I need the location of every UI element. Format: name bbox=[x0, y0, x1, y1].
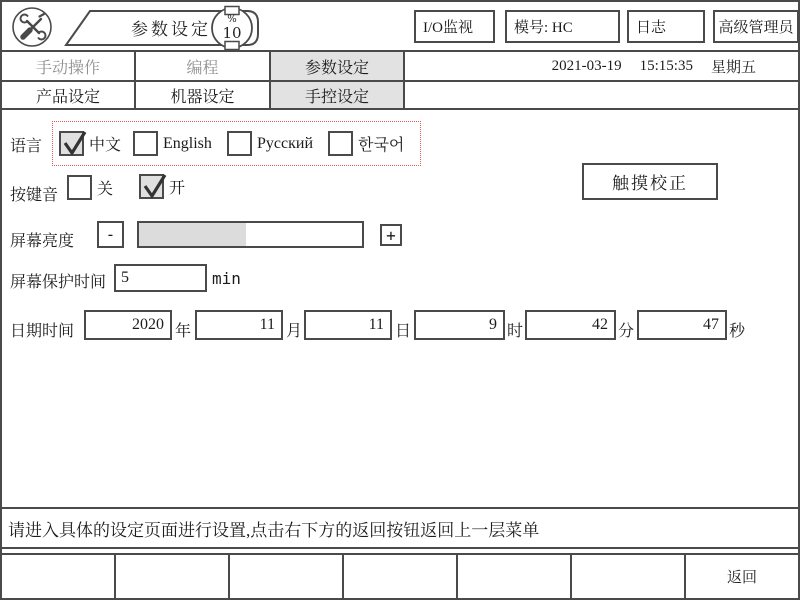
user-role-button[interactable]: 高级管理员 bbox=[713, 10, 799, 43]
footer-cell-5 bbox=[458, 555, 572, 598]
english-option-label: English bbox=[163, 134, 212, 152]
return-button[interactable]: 返回 bbox=[726, 570, 757, 586]
korean-checkbox[interactable] bbox=[328, 131, 353, 156]
datetime-status bbox=[405, 52, 798, 80]
key-sound-off-label: 关 bbox=[97, 181, 114, 198]
year-unit-label: 年 bbox=[175, 323, 192, 340]
key-sound-on-label: 开 bbox=[169, 180, 186, 197]
gauge-value-glyph: 10 bbox=[222, 24, 242, 42]
header-bar bbox=[2, 2, 798, 52]
russian-option-label: Русский bbox=[257, 134, 313, 152]
english-checkbox[interactable] bbox=[133, 131, 158, 156]
log-button[interactable]: 日志 bbox=[627, 10, 705, 43]
month-unit-label: 月 bbox=[286, 323, 303, 340]
hour-input[interactable]: 9 bbox=[414, 310, 505, 340]
key-sound-on-option[interactable] bbox=[139, 173, 185, 200]
second-unit-label: 秒 bbox=[729, 323, 746, 340]
mold-number-button[interactable]: 模号: HC bbox=[505, 10, 620, 43]
touch-calibration-button[interactable]: 触摸校正 bbox=[582, 163, 718, 200]
brightness-bar bbox=[137, 221, 364, 248]
gauge-unit-glyph: % bbox=[227, 14, 237, 25]
screensaver-time-input[interactable]: 5 bbox=[114, 264, 207, 292]
status-message-bar bbox=[2, 507, 798, 549]
nav-row-main bbox=[2, 52, 798, 82]
hour-unit-label: 时 bbox=[507, 323, 524, 340]
brightness-fill bbox=[139, 223, 246, 246]
tab-product-setting[interactable]: 产品设定 bbox=[2, 82, 136, 108]
tab-manual-operation[interactable]: 手动操作 bbox=[2, 52, 136, 80]
chinese-checkbox[interactable] bbox=[59, 131, 84, 156]
check-icon bbox=[62, 129, 88, 157]
second-input[interactable]: 47 bbox=[637, 310, 727, 340]
status-message: 请进入具体的设定页面进行设置,点击右下方的返回按钮返回上一层菜单 bbox=[8, 520, 540, 540]
footer-cell-6 bbox=[572, 555, 686, 598]
key-sound-label: 按键音 bbox=[10, 187, 59, 204]
footer-cell-4 bbox=[344, 555, 458, 598]
nav-row-sub bbox=[2, 82, 798, 110]
russian-checkbox[interactable] bbox=[227, 131, 252, 156]
key-sound-off-option[interactable] bbox=[67, 174, 113, 201]
screensaver-label: 屏幕保护时间 bbox=[10, 274, 107, 291]
percent-gauge-icon bbox=[209, 5, 255, 51]
check-icon bbox=[142, 172, 168, 200]
day-input[interactable]: 11 bbox=[304, 310, 392, 340]
language-label: 语言 bbox=[10, 138, 43, 155]
tab-manual-control-setting[interactable]: 手控设定 bbox=[271, 82, 405, 108]
status-time: 15:15:35 bbox=[639, 57, 693, 74]
language-option-chinese[interactable] bbox=[59, 130, 121, 157]
wrench-screwdriver-icon bbox=[11, 6, 53, 48]
tab-machine-setting[interactable]: 机器设定 bbox=[136, 82, 271, 108]
datetime-label: 日期时间 bbox=[10, 323, 75, 340]
chinese-option-label: 中文 bbox=[89, 137, 122, 154]
key-sound-off-checkbox[interactable] bbox=[67, 175, 92, 200]
language-option-english[interactable] bbox=[133, 130, 212, 157]
brightness-minus-button[interactable]: - bbox=[97, 221, 124, 248]
month-input[interactable]: 11 bbox=[195, 310, 283, 340]
footer-cell-1 bbox=[2, 555, 116, 598]
minute-unit-label: 分 bbox=[618, 323, 635, 340]
day-unit-label: 日 bbox=[395, 323, 412, 340]
language-option-korean[interactable] bbox=[328, 130, 404, 157]
tab-programming[interactable]: 编程 bbox=[136, 52, 271, 80]
tab-parameter-setting[interactable]: 参数设定 bbox=[271, 52, 405, 80]
status-weekday: 星期五 bbox=[710, 59, 756, 76]
minute-input[interactable]: 42 bbox=[525, 310, 616, 340]
footer-cell-3 bbox=[230, 555, 344, 598]
footer-cell-2 bbox=[116, 555, 230, 598]
brightness-plus-button[interactable]: + bbox=[380, 224, 402, 246]
status-date: 2021-03-19 bbox=[551, 57, 622, 74]
year-input[interactable]: 2020 bbox=[84, 310, 172, 340]
language-option-russian[interactable] bbox=[227, 130, 313, 157]
korean-option-label: 한국어 bbox=[358, 137, 405, 154]
screensaver-unit-label: min bbox=[212, 269, 241, 288]
key-sound-on-checkbox[interactable] bbox=[139, 174, 164, 199]
nav-row-sub-spacer bbox=[405, 82, 798, 108]
brightness-label: 屏幕亮度 bbox=[10, 233, 75, 250]
io-monitor-button[interactable]: I/O监视 bbox=[414, 10, 495, 43]
footer-button-bar bbox=[2, 553, 798, 598]
page-title: 参数设定 bbox=[131, 20, 211, 39]
